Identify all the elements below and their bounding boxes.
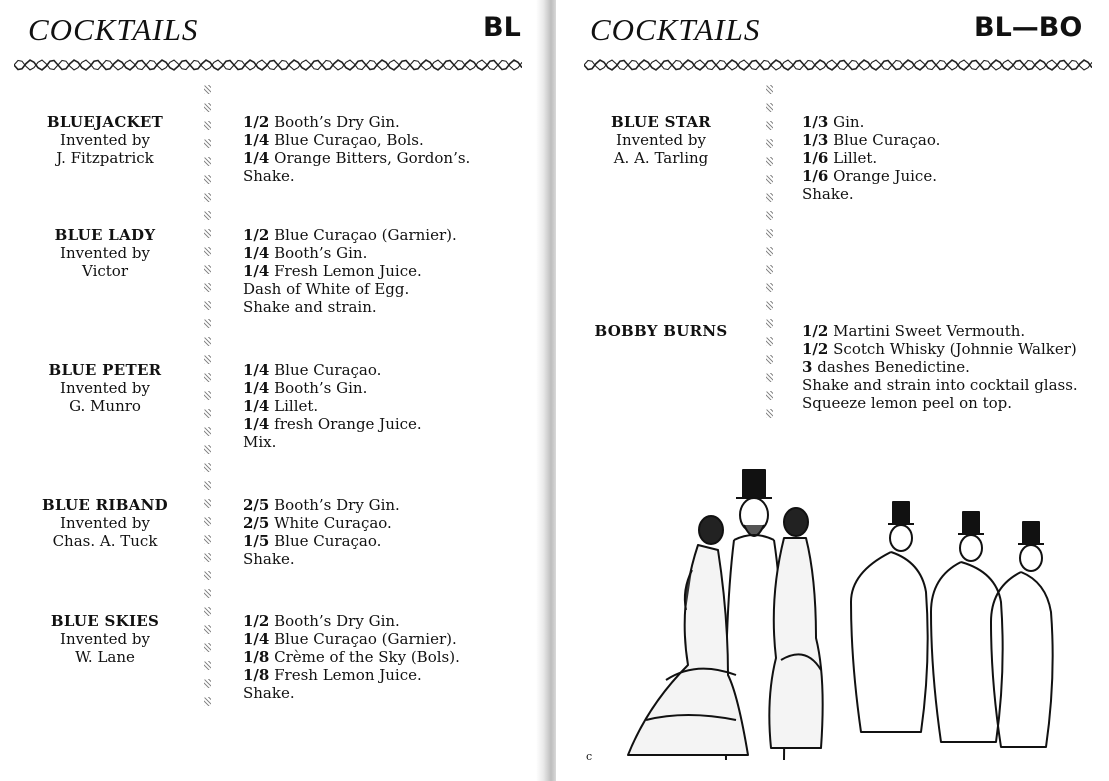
divider-dot [766,103,773,112]
divider-dot [766,283,773,292]
ingredient-text: Lillet. [833,149,878,167]
divider-dot [204,175,211,184]
recipe-line [243,415,422,433]
recipe-line [243,226,457,244]
ingredient-quantity: 2/5 [243,514,270,532]
ingredient-text: Blue Curaçao. [833,131,941,149]
divider-dot [204,103,211,112]
divider-dot [766,193,773,202]
divider-dot [204,697,211,706]
ingredient-quantity: 1/4 [243,361,270,379]
divider-dot [204,211,211,220]
recipe-line [802,358,1078,376]
inventor-credit: A. A. Tarling [613,149,709,167]
recipe-line [243,397,422,415]
recipe-lines [243,612,460,702]
cocktail-name-block [20,496,190,550]
recipe-line [243,532,400,550]
divider-dot [766,337,773,346]
rope-border-icon [14,56,522,74]
ingredient-text: Crème of the Sky (Bols). [274,648,460,666]
divider-dot [204,499,211,508]
divider-dot [204,679,211,688]
ingredient-text: Squeeze lemon peel on top. [802,394,1013,412]
ingredient-quantity: 1/4 [243,630,270,648]
page-title: COCKTAILS [590,12,761,47]
divider-dot [204,301,211,310]
recipe-line [802,322,1078,340]
ingredient-quantity: 1/4 [243,379,270,397]
divider-dot [204,121,211,130]
recipe-lines [802,113,940,203]
ingredient-quantity: 1/2 [243,226,270,244]
inventor-credit: Invented by [60,131,150,149]
recipe-line [243,298,457,316]
inventor-credit: Invented by [616,131,706,149]
cocktail-name: BLUE RIBAND [42,496,168,514]
ingredient-quantity: 1/4 [243,131,270,149]
ingredient-quantity: 1/2 [802,322,829,340]
cocktail-name: BLUE LADY [54,226,156,244]
recipe-line [243,550,400,568]
left-page [0,0,546,781]
inventor-credit: Invented by [60,244,150,262]
inventor-credit: G. Munro [69,397,141,415]
divider-dot [204,607,211,616]
recipe-lines [243,226,457,316]
divider-dot [766,85,773,94]
recipe-line [243,433,422,451]
divider-dot [204,427,211,436]
recipe-line [243,149,470,167]
cocktail-name: BLUE PETER [48,361,162,379]
ingredient-text: Shake and strain. [243,298,377,316]
recipe-line [243,666,460,684]
ingredient-text: Blue Curaçao (Garnier). [274,226,457,244]
divider-dot [204,373,211,382]
divider-dot [766,409,773,418]
divider-dot [204,625,211,634]
divider-dot [204,589,211,598]
ingredient-quantity: 1/2 [243,612,270,630]
ingredient-quantity: 1/4 [243,149,270,167]
divider-dot [204,445,211,454]
divider-dot [204,337,211,346]
recipe-line [243,648,460,666]
recipe-line [802,376,1078,394]
ingredient-text: Lillet. [274,397,319,415]
vertical-dot-divider-icon [764,85,778,415]
divider-dot [204,229,211,238]
recipe-lines [243,361,422,451]
ingredient-quantity: 1/4 [243,244,270,262]
divider-dot [204,535,211,544]
recipe-line [802,113,940,131]
ingredient-quantity: 1/4 [243,397,270,415]
cocktail-name-block [20,361,190,415]
ingredient-text: Shake and strain into cocktail glass. [802,376,1078,394]
ingredient-quantity: 1/2 [243,113,270,131]
ingredient-text: Orange Juice. [833,167,937,185]
divider-dot [766,355,773,364]
recipe-line [243,262,457,280]
ingredient-text: Booth’s Dry Gin. [274,612,400,630]
cocktail-name: BOBBY BURNS [594,322,728,340]
cocktail-name-block [20,226,190,280]
ingredient-text: Shake. [802,185,854,203]
recipe-line [802,131,940,149]
ingredient-text: dashes Benedictine. [817,358,970,376]
right-page [556,0,1109,781]
ingredient-text: Mix. [243,433,277,451]
divider-dot [204,571,211,580]
ingredient-text: Booth’s Dry Gin. [274,496,400,514]
vertical-dot-divider-icon [202,85,216,705]
inventor-credit: Invented by [60,514,150,532]
recipe-line [243,630,460,648]
divider-dot [766,319,773,328]
cocktail-name-block [20,612,190,666]
divider-dot [766,229,773,238]
divider-dot [204,157,211,166]
divider-dot [766,175,773,184]
index-letters: BL—BO [974,12,1083,43]
ingredient-quantity: 1/4 [243,415,270,433]
inventor-credit: J. Fitzpatrick [56,149,154,167]
cocktail-name-block [576,322,746,340]
ingredient-text: Fresh Lemon Juice. [274,262,422,280]
divider-dot [204,517,211,526]
ingredient-text: Shake. [243,684,295,702]
recipe-line [243,361,422,379]
ingredient-quantity: 1/6 [802,149,829,167]
recipe-line [802,149,940,167]
ingredient-text: Blue Curaçao. [274,361,382,379]
ingredient-quantity: 1/2 [802,340,829,358]
cocktail-name: BLUE SKIES [50,612,160,630]
divider-dot [204,355,211,364]
ingredient-text: Blue Curaçao, Bols. [274,131,424,149]
recipe-line [243,612,460,630]
divider-dot [766,139,773,148]
ingredient-text: Dash of White of Egg. [243,280,410,298]
recipe-line [802,340,1078,358]
cocktail-name-block [20,113,190,167]
inventor-credit: Chas. A. Tuck [52,532,158,550]
recipe-line [802,167,940,185]
inventor-credit: Invented by [60,379,150,397]
ingredient-quantity: 1/3 [802,113,829,131]
page-title: COCKTAILS [28,12,199,47]
recipe-line [802,185,940,203]
divider-dot [204,391,211,400]
inventor-credit: W. Lane [75,648,135,666]
ingredient-text: Booth’s Gin. [274,244,368,262]
ingredient-text: Blue Curaçao. [274,532,382,550]
divider-dot [766,265,773,274]
divider-dot [204,661,211,670]
recipe-line [243,496,400,514]
victorian-figures-illustration-icon [606,460,1056,760]
recipe-line [243,131,470,149]
recipe-line [243,514,400,532]
divider-dot [204,247,211,256]
ingredient-quantity: 1/8 [243,666,270,684]
ingredient-text: Shake. [243,167,295,185]
ingredient-text: Gin. [833,113,865,131]
ingredient-text: White Curaçao. [274,514,392,532]
ingredient-text: Shake. [243,550,295,568]
ingredient-quantity: 1/4 [243,262,270,280]
ingredient-quantity: 1/3 [802,131,829,149]
divider-dot [204,283,211,292]
ingredient-quantity: 3 [802,358,813,376]
ingredient-text: Martini Sweet Vermouth. [833,322,1026,340]
index-letters: BL [483,12,521,43]
divider-dot [204,85,211,94]
cocktail-name-block [576,113,746,167]
cocktail-name: BLUE STAR [610,113,712,131]
rope-border-icon [584,56,1092,74]
divider-dot [204,193,211,202]
recipe-line [243,167,470,185]
ingredient-text: Blue Curaçao (Garnier). [274,630,457,648]
inventor-credit: Victor [82,262,128,280]
recipe-line [243,244,457,262]
page-footnote: c [586,750,593,763]
divider-dot [766,391,773,400]
recipe-lines [243,496,400,568]
ingredient-quantity: 2/5 [243,496,270,514]
ingredient-text: Scotch Whisky (Johnnie Walker) [833,340,1077,358]
recipe-lines [243,113,470,185]
ingredient-quantity: 1/6 [802,167,829,185]
recipe-line [243,684,460,702]
ingredient-text: fresh Orange Juice. [274,415,422,433]
divider-dot [204,643,211,652]
divider-dot [204,265,211,274]
ingredient-text: Booth’s Gin. [274,379,368,397]
divider-dot [766,373,773,382]
ingredient-text: Orange Bitters, Gordon’s. [274,149,471,167]
divider-dot [766,157,773,166]
recipe-line [802,394,1078,412]
divider-dot [766,301,773,310]
divider-dot [766,247,773,256]
divider-dot [204,463,211,472]
inventor-credit: Invented by [60,630,150,648]
divider-dot [766,211,773,220]
ingredient-quantity: 1/8 [243,648,270,666]
ingredient-text: Fresh Lemon Juice. [274,666,422,684]
ingredient-quantity: 1/5 [243,532,270,550]
recipe-line [243,113,470,131]
divider-dot [204,319,211,328]
recipe-line [243,280,457,298]
divider-dot [204,139,211,148]
recipe-line [243,379,422,397]
cocktail-name: BLUEJACKET [46,113,164,131]
ingredient-text: Booth’s Dry Gin. [274,113,400,131]
divider-dot [766,121,773,130]
divider-dot [204,409,211,418]
divider-dot [204,481,211,490]
recipe-lines [802,322,1078,412]
divider-dot [204,553,211,562]
